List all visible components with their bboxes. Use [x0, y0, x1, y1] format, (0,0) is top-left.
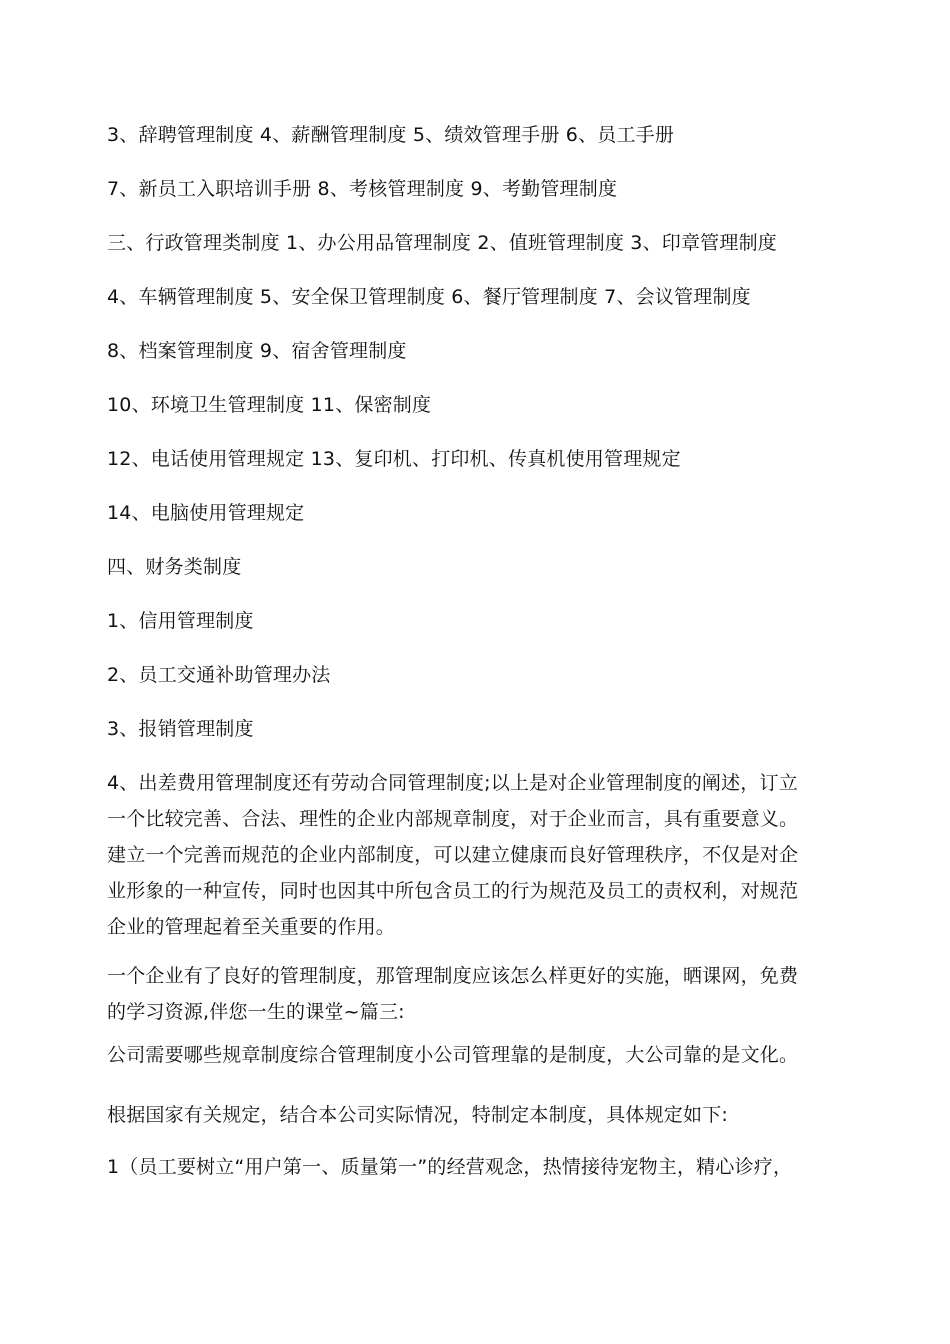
list-item: 10、环境卫生管理制度 11、保密制度	[107, 394, 432, 416]
paragraph-line: 业形象的一种宣传，同时也因其中所包含员工的行为规范及员工的责权利，对规范	[107, 880, 799, 902]
list-item: 3、辞聘管理制度 4、薪酬管理制度 5、绩效管理手册 6、员工手册	[107, 124, 675, 146]
list-item: 12、电话使用管理规定 13、复印机、打印机、传真机使用管理规定	[107, 448, 681, 470]
list-item: 14、电脑使用管理规定	[107, 502, 305, 524]
list-item: 8、档案管理制度 9、宿舍管理制度	[107, 340, 407, 362]
paragraph-line: 一个比较完善、合法、理性的企业内部规章制度，对于企业而言，具有重要意义。	[107, 808, 799, 830]
paragraph-line: 建立一个完善而规范的企业内部制度，可以建立健康而良好管理秩序，不仅是对企	[107, 844, 799, 866]
paragraph	[107, 765, 852, 945]
list-item: 2、员工交通补助管理办法	[107, 664, 331, 686]
section-heading: 三、行政管理类制度 1、办公用品管理制度 2、值班管理制度 3、印章管理制度	[107, 232, 777, 254]
paragraph-line: 的学习资源,伴您一生的课堂~篇三:	[107, 1001, 405, 1023]
paragraph: 公司需要哪些规章制度综合管理制度小公司管理靠的是制度，大公司靠的是文化。	[107, 1044, 799, 1066]
section-heading: 四、财务类制度	[107, 556, 242, 578]
paragraph	[107, 958, 852, 1030]
paragraph-line: 一个企业有了良好的管理制度，那管理制度应该怎么样更好的实施，晒课网，免费	[107, 965, 799, 987]
list-item: 7、新员工入职培训手册 8、考核管理制度 9、考勤管理制度	[107, 178, 618, 200]
paragraph-line: 4、出差费用管理制度还有劳动合同管理制度;以上是对企业管理制度的阐述，订立	[107, 772, 798, 794]
paragraph-line: 企业的管理起着至关重要的作用。	[107, 916, 396, 938]
paragraph: 1（员工要树立“用户第一、质量第一”的经营观念，热情接待宠物主，精心诊疗，	[107, 1156, 793, 1178]
list-item: 3、报销管理制度	[107, 718, 254, 740]
paragraph: 根据国家有关规定，结合本公司实际情况，特制定本制度，具体规定如下:	[107, 1104, 729, 1126]
list-item: 4、车辆管理制度 5、安全保卫管理制度 6、餐厅管理制度 7、会议管理制度	[107, 286, 751, 308]
list-item: 1、信用管理制度	[107, 610, 254, 632]
